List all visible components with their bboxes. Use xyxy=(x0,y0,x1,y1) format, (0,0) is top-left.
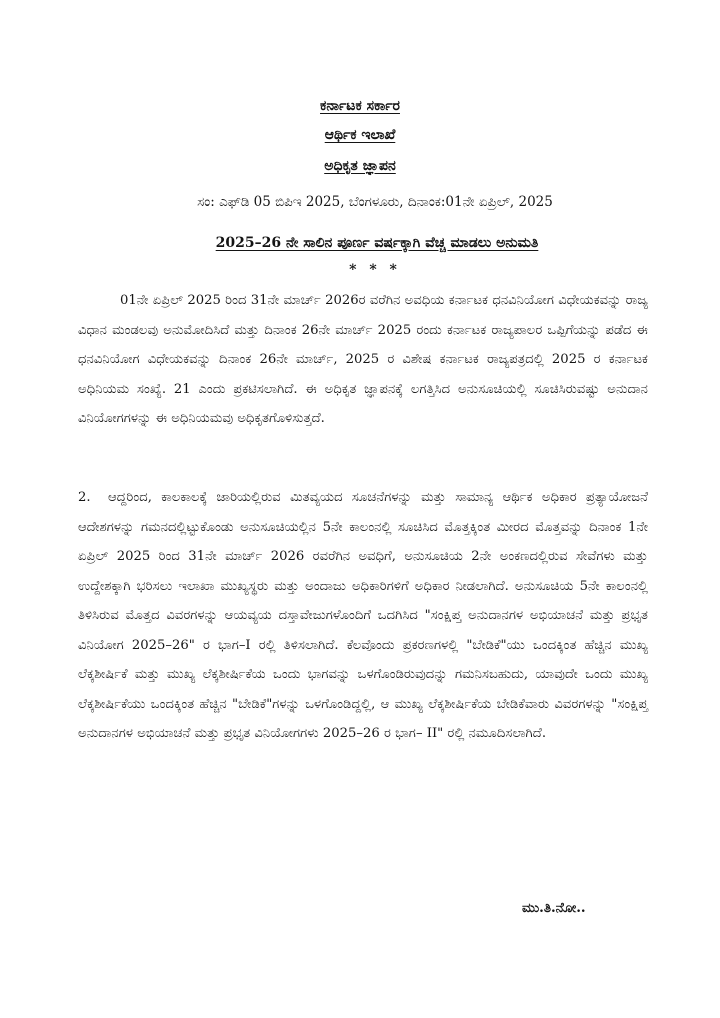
government-heading-text: ಕರ್ನಾಟಕ ಸರ್ಕಾರ xyxy=(320,98,400,114)
paragraph-2-number: 2. xyxy=(78,490,91,505)
paragraph-1 xyxy=(78,286,648,434)
continuation-note: ಮು.ತಿ.ನೋ.. xyxy=(522,900,586,916)
department-heading xyxy=(0,126,720,144)
paragraph-1-text: 01ನೇ ಏಪ್ರಿಲ್ 2025 ರಿಂದ 31ನೇ ಮಾರ್ಚ್ 2026ರ ವರೆಗಿನ ಅವಧಿಯ ಕರ್ನಾಟಕ ಧನವಿನಿಯೋಗ ವಿಧೇಯಕವನ್ನು ರಾಜ್ಯ ವಿಧಾನ ಮಂಡಲವು ಅನುಮೋದಿಸಿದೆ ಮತ್ತು ದಿನಾಂಕ 26ನೇ ಮಾರ್ಚ್ 2025 ರಂದು ಕರ್ನಾಟಕ ರಾಜ್ಯಪಾಲರ ಒಪ್ಪಿಗೆಯನ್ನು ಪಡೆದ ಈ ಧನವಿನಿಯೋಗ ವಿಧೇಯಕವನ್ನು ದಿನಾಂಕ 26ನೇ ಮಾರ್ಚ್, 2025 ರ ವಿಶೇಷ ಕರ್ನಾಟಕ ರಾಜ್ಯಪತ್ರದಲ್ಲಿ 2025 ರ ಕರ್ನಾಟಕ ಅಧಿನಿಯಮ ಸಂಖ್ಯೆ. 21 ಎಂದು ಪ್ರಕಟಿಸಲಾಗಿದೆ. ಈ ಅಧಿಕೃತ ಜ್ಞಾಪನಕ್ಕೆ ಲಗತ್ತಿಸಿದ ಅನುಸೂಚಿಯಲ್ಲಿ ಸೂಚಿಸಿರುವಷ್ಟು ಅನುದಾನ ವಿನಿಯೋಗಗಳನ್ನು ಈ ಅಧಿನಿಯಮವು ಅಧಿಕೃತಗೊಳಿಸುತ್ತದೆ. xyxy=(78,293,648,426)
government-heading xyxy=(0,97,720,115)
notice-type-heading-text: ಅಧಿಕೃತ ಜ್ಞಾಪನ xyxy=(324,158,396,174)
subject-heading-text: 2025–26 ನೇ ಸಾಲಿನ ಪೂರ್ಣ ವರ್ಷಕ್ಕಾಗಿ ವೆಚ್ಚ ಮಾಡಲು ಅನುಮತಿ xyxy=(215,235,539,251)
separator: * * * xyxy=(349,262,401,278)
paragraph-2-text: ಆದ್ದರಿಂದ, ಕಾಲಕಾಲಕ್ಕೆ ಜಾರಿಯಲ್ಲಿರುವ ಮಿತವ್ಯಯದ ಸೂಚನೆಗಳನ್ನು ಮತ್ತು ಸಾಮಾನ್ಯ ಆರ್ಥಿಕ ಅಧಿಕಾರ ಪ್ರತ್ಯಾಯೋಜನೆ ಆದೇಶಗಳನ್ನು ಗಮನದಲ್ಲಿಟ್ಟುಕೊಂಡು ಅನುಸೂಚಿಯಲ್ಲಿನ 5ನೇ ಕಾಲಂನಲ್ಲಿ ಸೂಚಿಸಿದ ಮೊತ್ತಕ್ಕಿಂತ ಮೀರದ ಮೊತ್ತವನ್ನು ದಿನಾಂಕ 1ನೇ ಏಪ್ರಿಲ್ 2025 ರಿಂದ 31ನೇ ಮಾರ್ಚ್ 2026 ರವರೆಗಿನ ಅವಧಿಗೆ, ಅನುಸೂಚಿಯ 2ನೇ ಅಂಕಣದಲ್ಲಿರುವ ಸೇವೆಗಳು ಮತ್ತು ಉದ್ದೇಶಕ್ಕಾಗಿ ಭರಿಸಲು ಇಲಾಖಾ ಮುಖ್ಯಸ್ಥರು ಮತ್ತು ಅಂದಾಜು ಅಧಿಕಾರಿಗಳಿಗೆ ಅಧಿಕಾರ ನೀಡಲಾಗಿದೆ. ಅನುಸೂಚಿಯ 5ನೇ ಕಾಲಂನಲ್ಲಿ ತಿಳಿಸಿರುವ ಮೊತ್ತದ ವಿವರಗಳನ್ನು ಆಯವ್ಯಯ ದಸ್ತಾವೇಜುಗಳೊಂದಿಗೆ ಒದಗಿಸಿದ "ಸಂಕ್ಷಿಪ್ತ ಅನುದಾನಗಳ ಅಭಿಯಾಚನೆ ಮತ್ತು ಪ್ರಭೃತ ವಿನಿಯೋಗ 2025–26" ರ ಭಾಗ–I ರಲ್ಲಿ ತಿಳಿಸಲಾಗಿದೆ. ಕೆಲವೊಂದು ಪ್ರಕರಣಗಳಲ್ಲಿ "ಬೇಡಿಕೆ"ಯು ಒಂದಕ್ಕಿಂತ ಹೆಚ್ಚಿನ ಮುಖ್ಯ ಲೆಕ್ಕಶೀರ್ಷಿಕೆ ಮತ್ತು ಮುಖ್ಯ ಲೆಕ್ಕಶೀರ್ಷಿಕೆಯ ಒಂದು ಭಾಗವನ್ನು ಒಳಗೊಂಡಿರುವುದನ್ನು ಗಮನಿಸಬಹುದು, ಯಾವುದೇ ಒಂದು ಮುಖ್ಯ ಲೆಕ್ಕಶೀರ್ಷಿಕೆಯು ಒಂದಕ್ಕಿಂತ ಹೆಚ್ಚಿನ "ಬೇಡಿಕೆ"ಗಳನ್ನು ಒಳಗೊಂಡಿದ್ದಲ್ಲಿ, ಆ ಮುಖ್ಯ ಲೆಕ್ಕಶೀರ್ಷಿಕೆಯ ಬೇಡಿಕೆವಾರು ವಿವರಗಳನ್ನು "ಸಂಕ್ಷಿಪ್ತ ಅನುದಾನಗಳ ಅಭಿಯಾಚನೆ ಮತ್ತು ಪ್ರಭೃತ ವಿನಿಯೋಗಗಳು 2025–26 ರ ಭಾಗ– II" ರಲ್ಲಿ ನಮೂದಿಸಲಾಗಿದೆ. xyxy=(78,490,648,741)
paragraph-2 xyxy=(78,483,648,749)
notice-type-heading xyxy=(0,157,720,175)
subject-heading xyxy=(0,234,720,252)
reference-line: ಸಂ: ಎಫ್‌ಡಿ 05 ಬಿಪಿಇ 2025, ಬೆಂಗಳೂರು, ದಿನಾಂಕ:01ನೇ ಏಪ್ರಿಲ್, 2025 xyxy=(197,194,553,210)
department-heading-text: ಆರ್ಥಿಕ ಇಲಾಖೆ xyxy=(324,127,396,143)
